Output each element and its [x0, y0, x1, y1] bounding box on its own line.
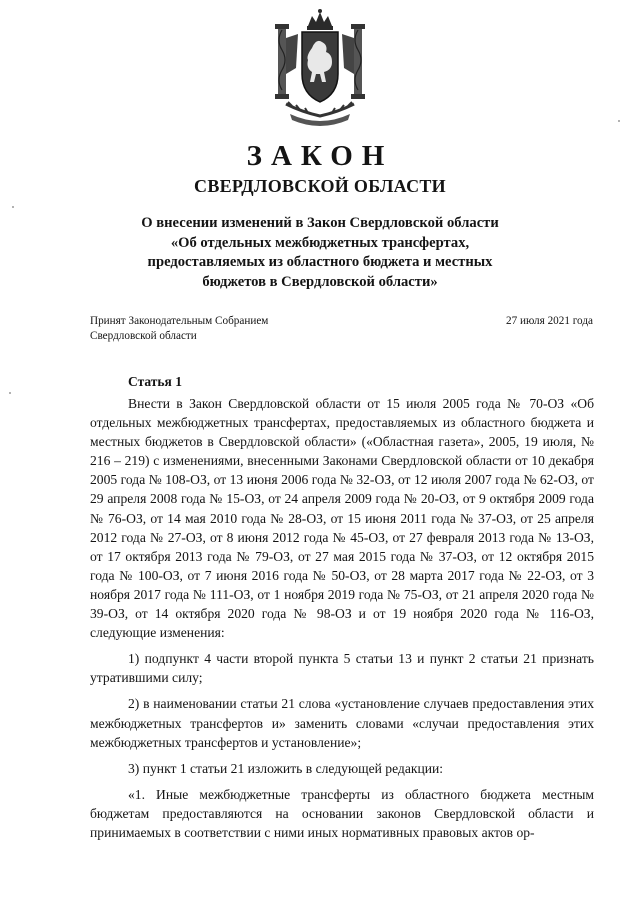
article-paragraph: 3) пункт 1 статьи 21 изложить в следующей редакции: [128, 760, 444, 776]
adoption-body [90, 314, 350, 344]
adoption-date: 27 июля 2021 года [506, 315, 593, 327]
article-body [90, 394, 594, 842]
law-subject [110, 214, 530, 292]
subject-line: бюджетов в Свердловской области» [202, 273, 438, 290]
subject-line: предоставляемых из областного бюджета и местных [147, 254, 493, 270]
subject-line: «Об отдельных межбюджетных трансфертах, [170, 234, 470, 251]
scan-speck [618, 120, 620, 122]
region-title: СВЕРДЛОВСКОЙ ОБЛАСТИ [194, 176, 446, 196]
article-paragraph: Внести в Закон Свердловской области от 15 июля 2005 года № 70-ОЗ «Об отдельных межбюджетных трансфертах, предоставляемых из областного бюджета и местных бюджетов в Свердловской области» («Областная газета», 2005, 19 июля, № 216 – 219) с изменениями, внесенными Законами Свердловской области от 10 декабря 2005 года № 108-ОЗ, от 13 июня 2006 года № 32-ОЗ, от 12 июля 2007 года № 62-ОЗ, от 29 апреля 2008 года № 15-ОЗ, от 24 апреля 2009 года № 20-ОЗ, от 9 октября 2009 года № 76-ОЗ, от 14 мая 2010 года № 28-ОЗ, от 15 июня 2011 года № 37-ОЗ, от 25 апреля 2012 года № 27-ОЗ, от 8 июня 2012 года № 45-ОЗ, от 27 февраля 2013 года № 13-ОЗ, от 17 октября 2013 года № 79-ОЗ, от 27 мая 2015 года № 37-ОЗ, от 12 октября 2015 года № 100-ОЗ, от 7 июня 2016 года № 50-ОЗ, от 28 марта 2017 года № 22-ОЗ, от 3 ноября 2017 года № 111-ОЗ, от 1 ноября 2019 года № 75-ОЗ, от 21 апреля 2020 года № 39-ОЗ, от 14 октября 2020 года № 98-ОЗ и от 19 ноября 2020 года № 116-ОЗ, следующие изменения: [90, 396, 594, 641]
scan-speck [9, 392, 11, 394]
adoption-line: Свердловской области [90, 330, 197, 342]
article-paragraph: 1) подпункт 4 части второй пункта 5 статьи 13 и пункт 2 статьи 21 признать утратившими силу; [90, 651, 594, 686]
article-paragraph: «1. Иные межбюджетные трансферты из областного бюджета местным бюджетам предоставляются на основании законов Свердловской области и принимаемых в соответствии с ними иных нормативных правовых актов ор- [90, 786, 594, 840]
scan-speck [12, 206, 14, 208]
article-paragraph: 2) в наименовании статьи 21 слова «установление случаев предоставления этих межбюджетных трансфертов и» заменить словами «случаи предоставления этих межбюджетных трансфертов и установление»; [90, 696, 594, 750]
adoption-line: Принят Законодательным Собранием [90, 315, 269, 327]
sverdlovsk-coat-of-arms-icon [272, 8, 368, 128]
subject-line: О внесении изменений в Закон Свердловской области [141, 215, 499, 231]
law-title: ЗАКОН [246, 140, 394, 172]
article-heading: Статья 1 [128, 374, 182, 389]
